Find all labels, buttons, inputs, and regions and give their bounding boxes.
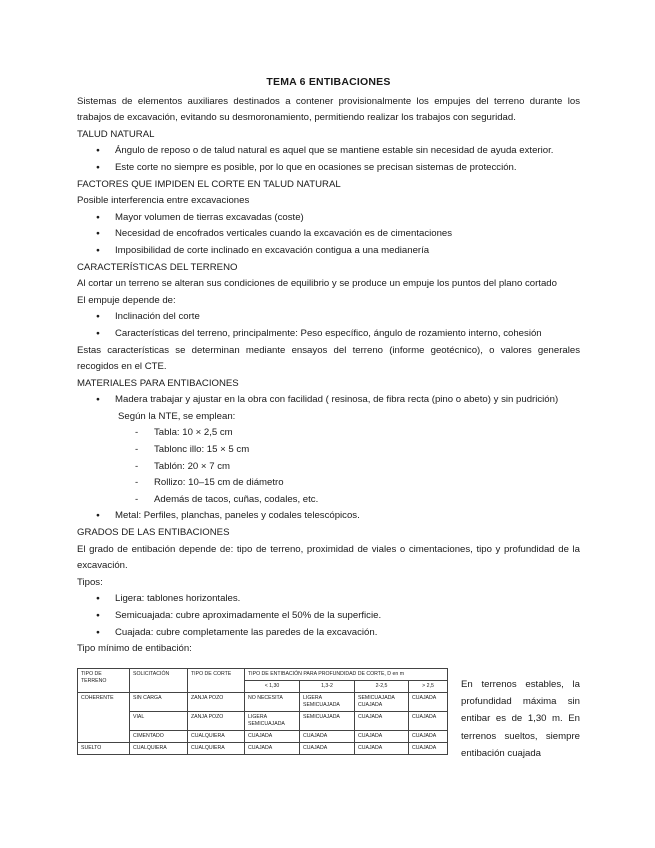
table-cell: COHERENTE xyxy=(78,693,130,743)
factores-intro: Posible interferencia entre excavaciones xyxy=(77,195,250,207)
header-depth: 1,3-2 xyxy=(300,681,355,693)
table-cell: CIMENTADO xyxy=(130,731,188,743)
header-tipo-corte: TIPO DE CORTE xyxy=(188,669,245,693)
header-group: TIPO DE ENTIBACIÓN PARA PROFUNDIDAD DE CORTE, D en m xyxy=(245,669,448,681)
header-depth: > 2,5 xyxy=(409,681,448,693)
list-item: ● Ángulo de reposo o de talud natural es aquel que se mantiene estable sin necesidad de ayuda exterior. xyxy=(77,143,580,160)
heading-grados: GRADOS DE LAS ENTIBACIONES xyxy=(77,527,230,539)
table-cell: CUAJADA xyxy=(409,743,448,755)
table-cell: CUALQUIERA xyxy=(188,743,245,755)
madera-text: Madera trabajar y ajustar en la obra con facilidad ( resinosa, de fibra recta (pino o abeto) y sin pudrición) xyxy=(115,394,559,406)
caracteristicas-list xyxy=(77,309,580,342)
nte-intro: Según la NTE, se emplean: xyxy=(118,410,236,422)
list-item-metal: ● Metal: Perfiles, planchas, paneles y codales telescópicos. xyxy=(77,508,580,525)
caracteristicas-p1: Al cortar un terreno se alteran sus condiciones de equilibrio y se produce un empuje los puntos del plano cortado xyxy=(77,278,557,290)
table-cell: NO NECESITA xyxy=(245,693,300,712)
factores-list xyxy=(77,210,580,260)
heading-materiales: MATERIALES PARA ENTIBACIONES xyxy=(77,377,239,389)
header-tipo-terreno: TIPO DE TERRENO xyxy=(78,669,130,693)
header-depth: < 1,30 xyxy=(245,681,300,693)
heading-caracteristicas: CARACTERÍSTICAS DEL TERRENO xyxy=(77,261,238,273)
entibacion-table xyxy=(77,668,448,755)
document-page xyxy=(77,74,580,658)
list-item: ● Imposibilidad de corte inclinado en excavación contigua a una medianería xyxy=(77,243,580,260)
grados-tipos: Tipos: xyxy=(77,576,103,588)
dash-item: - Además de tacos, cuñas, codales, etc. xyxy=(77,492,580,509)
table-row xyxy=(78,743,448,755)
table-cell: ZANJA POZO xyxy=(188,712,245,731)
table-row xyxy=(78,731,448,743)
caracteristicas-p2: El empuje depende de: xyxy=(77,294,176,306)
dash-item: - Tabla: 10 × 2,5 cm xyxy=(77,425,580,442)
grados-list xyxy=(77,591,580,641)
grados-p1: El grado de entibación depende de: tipo de terreno, proximidad de viales o cimentaciones, tipo y profundidad de la excavación. xyxy=(77,543,580,572)
table-cell: SIN CARGA xyxy=(130,693,188,712)
list-item: ● Inclinación del corte xyxy=(77,309,580,326)
table-cell: CUAJADA xyxy=(355,731,409,743)
caracteristicas-p3: Estas características se determinan mediante ensayos del terreno (informe geotécnico), o valores generales recogidos en el CTE. xyxy=(77,344,580,373)
dash-item: - Tablón: 20 × 7 cm xyxy=(77,459,580,476)
table-cell: SEMICUAJADA xyxy=(300,712,355,731)
header-solicitacion: SOLICITACIÓN xyxy=(130,669,188,693)
nte-dash-list xyxy=(77,425,580,508)
table-cell: CUAJADA xyxy=(409,693,448,712)
table-cell: LIGERA SEMICUAJADA xyxy=(245,712,300,731)
table-cell: CUAJADA xyxy=(409,731,448,743)
talud-list xyxy=(77,143,580,176)
entibacion-table-wrapper xyxy=(77,668,447,755)
table-cell: LIGERA SEMICUAJADA xyxy=(300,693,355,712)
list-item: ● Ligera: tablones horizontales. xyxy=(77,591,580,608)
table-cell: CUAJADA xyxy=(355,743,409,755)
table-row xyxy=(78,712,448,731)
table-cell: CUAJADA xyxy=(245,743,300,755)
table-cell: CUAJADA xyxy=(355,712,409,731)
metal-list xyxy=(77,508,580,525)
header-depth: 2-2,5 xyxy=(355,681,409,693)
table-cell: CUAJADA xyxy=(409,712,448,731)
table-cell: VIAL xyxy=(130,712,188,731)
table-row xyxy=(78,693,448,712)
grados-minimo: Tipo mínimo de entibación: xyxy=(77,643,192,655)
table-cell: SEMICUAJADA CUAJADA xyxy=(355,693,409,712)
table-cell: CUALQUIERA xyxy=(130,743,188,755)
list-item: ● Necesidad de encofrados verticales cuando la excavación es de cimentaciones xyxy=(77,226,580,243)
dash-item: - Tablonc illo: 15 × 5 cm xyxy=(77,442,580,459)
list-item: ● Semicuajada: cubre aproximadamente el 50% de la superficie. xyxy=(77,608,580,625)
dash-item: - Rollizo: 10–15 cm de diámetro xyxy=(77,475,580,492)
table-cell: ZANJA POZO xyxy=(188,693,245,712)
side-note: En terrenos estables, la profundidad máxima sin entibar es de 1,30 m. En terrenos sueltos, siempre entibación cuajada xyxy=(461,679,580,759)
list-item-madera xyxy=(77,392,580,409)
table-cell: CUAJADA xyxy=(300,731,355,743)
list-item: ● Este corte no siempre es posible, por lo que en ocasiones se precisan sistemas de protección. xyxy=(77,160,580,177)
table-cell: CUAJADA xyxy=(245,731,300,743)
document-title: TEMA 6 ENTIBACIONES xyxy=(266,76,391,88)
list-item: ● Cuajada: cubre completamente las paredes de la excavación. xyxy=(77,625,580,642)
heading-factores: FACTORES QUE IMPIDEN EL CORTE EN TALUD NATURAL xyxy=(77,178,341,190)
intro-paragraph: Sistemas de elementos auxiliares destinados a contener provisionalmente los empujes del terreno durante los trabajos de excavación, evitando su desmoronamiento, permitiendo realizar los trabajos con seguridad. xyxy=(77,95,580,124)
heading-talud-natural: TALUD NATURAL xyxy=(77,128,155,140)
list-item: ● Mayor volumen de tierras excavadas (coste) xyxy=(77,210,580,227)
list-item: ● Características del terreno, principalmente: Peso específico, ángulo de rozamiento interno, cohesión xyxy=(77,326,580,343)
table-cell: CUALQUIERA xyxy=(188,731,245,743)
table-cell: CUAJADA xyxy=(300,743,355,755)
materiales-list xyxy=(77,392,580,409)
table-cell: SUELTO xyxy=(78,743,130,755)
